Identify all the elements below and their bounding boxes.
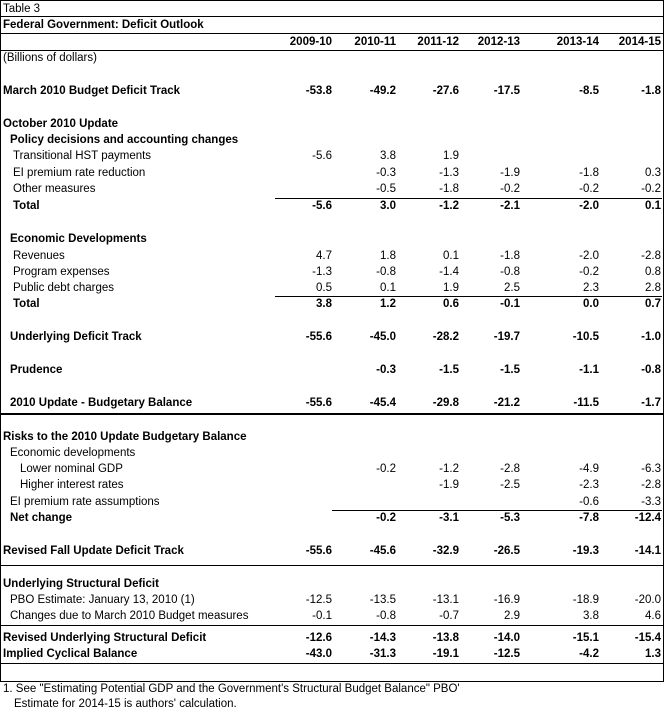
cell-value: 1.8 (380, 250, 396, 262)
cell-value: -55.6 (305, 545, 332, 557)
cell-value: -12.6 (305, 632, 332, 644)
table-number: Table 3 (3, 3, 41, 15)
cell-value: -1.8 (439, 183, 459, 195)
cell-value: -2.5 (500, 479, 520, 491)
cell-value: -0.2 (579, 183, 599, 195)
cell-value: 4.6 (645, 610, 661, 622)
column-header: 2010-11 (354, 36, 396, 48)
cell-value: -5.6 (312, 200, 332, 212)
cell-value: -0.8 (500, 266, 520, 278)
cell-value: -55.6 (305, 331, 332, 343)
cell-value: -0.3 (376, 364, 396, 376)
footnote-1: 1. See "Estimating Potential GDP and the Government's Structural Budget Balance" PBO' (3, 683, 460, 695)
cell-value: 0.1 (380, 282, 396, 294)
row-label: Revenues (13, 250, 65, 262)
cell-value: 3.8 (583, 610, 599, 622)
row-label: Underlying Deficit Track (10, 331, 142, 343)
cell-value: -0.6 (579, 496, 599, 508)
row-label: Economic Developments (10, 233, 147, 245)
row-label: Transitional HST payments (13, 150, 152, 162)
cell-value: -4.9 (579, 463, 599, 475)
cell-value: -15.4 (634, 632, 661, 644)
row-label: Risks to the 2010 Update Budgetary Balance (3, 431, 247, 443)
cell-value: -55.6 (305, 397, 332, 409)
column-header: 2014-15 (618, 36, 661, 48)
cell-value: -6.3 (641, 463, 661, 475)
subtotal-rule (275, 198, 662, 199)
cell-value: -19.3 (572, 545, 599, 557)
cell-value: -0.1 (500, 298, 520, 310)
row-label: Total (13, 298, 40, 310)
cell-value: -27.6 (432, 85, 459, 97)
cell-value: -20.0 (634, 594, 661, 606)
column-header: 2011-12 (417, 36, 459, 48)
cell-value: -0.8 (376, 266, 396, 278)
column-header: 2009-10 (289, 36, 332, 48)
column-header: 2012-13 (477, 36, 520, 48)
cell-value: 1.9 (443, 282, 459, 294)
row-label: Prudence (10, 364, 63, 376)
cell-value: -28.2 (432, 331, 459, 343)
cell-value: -16.9 (493, 594, 520, 606)
cell-value: 2.3 (583, 282, 599, 294)
row-label: 2010 Update - Budgetary Balance (10, 397, 193, 409)
cell-value: -0.8 (641, 364, 661, 376)
cell-value: 0.7 (645, 298, 661, 310)
cell-value: 2.5 (504, 282, 520, 294)
row-label: EI premium rate reduction (13, 167, 146, 179)
divider (0, 33, 664, 34)
cell-value: -2.8 (500, 463, 520, 475)
cell-value: 4.7 (316, 250, 332, 262)
cell-value: -0.2 (376, 512, 396, 524)
cell-value: -1.9 (500, 167, 520, 179)
units-label: (Billions of dollars) (3, 52, 97, 64)
cell-value: 0.3 (645, 167, 661, 179)
cell-value: -0.7 (439, 610, 459, 622)
subtotal-rule (332, 510, 662, 511)
row-label: October 2010 Update (3, 118, 119, 130)
cell-value: -13.5 (369, 594, 396, 606)
cell-value: 0.1 (443, 250, 459, 262)
cell-value: -1.2 (439, 200, 459, 212)
cell-value: 0.0 (583, 298, 599, 310)
row-label: Underlying Structural Deficit (3, 578, 159, 590)
cell-value: -15.1 (572, 632, 599, 644)
cell-value: -14.3 (369, 632, 396, 644)
row-label: March 2010 Budget Deficit Track (3, 85, 181, 97)
cell-value: -1.5 (439, 364, 459, 376)
cell-value: -14.0 (493, 632, 520, 644)
cell-value: -2.3 (579, 479, 599, 491)
cell-value: -2.0 (579, 250, 599, 262)
row-label: Implied Cyclical Balance (3, 648, 138, 660)
table-title: Federal Government: Deficit Outlook (3, 19, 204, 31)
cell-value: 0.6 (443, 298, 459, 310)
cell-value: -45.6 (369, 545, 396, 557)
cell-value: -2.8 (641, 250, 661, 262)
cell-value: -18.9 (572, 594, 599, 606)
row-label: Lower nominal GDP (20, 463, 123, 475)
row-label: Changes due to March 2010 Budget measures (10, 610, 249, 622)
row-label: Public debt charges (13, 282, 115, 294)
cell-value: -5.3 (500, 512, 520, 524)
row-label: EI premium rate assumptions (10, 496, 160, 508)
divider (0, 663, 664, 664)
cell-value: -1.4 (439, 266, 459, 278)
cell-value: -1.7 (641, 397, 661, 409)
row-label: Economic developments (10, 447, 136, 459)
row-label: Revised Fall Update Deficit Track (3, 545, 184, 557)
cell-value: -1.1 (579, 364, 599, 376)
cell-value: -1.8 (641, 85, 661, 97)
cell-value: -31.3 (369, 648, 396, 660)
cell-value: -1.3 (439, 167, 459, 179)
cell-value: -19.7 (493, 331, 520, 343)
cell-value: -13.1 (432, 594, 459, 606)
cell-value: -0.2 (579, 266, 599, 278)
cell-value: -10.5 (572, 331, 599, 343)
cell-value: -53.8 (305, 85, 332, 97)
cell-value: 3.0 (380, 200, 396, 212)
subtotal-rule (275, 296, 662, 297)
cell-value: -14.1 (634, 545, 661, 557)
cell-value: -49.2 (369, 85, 396, 97)
cell-value: -1.8 (500, 250, 520, 262)
cell-value: -8.5 (579, 85, 599, 97)
cell-value: -12.4 (634, 512, 661, 524)
cell-value: -1.9 (439, 479, 459, 491)
cell-value: -1.8 (579, 167, 599, 179)
divider (0, 565, 664, 566)
cell-value: 0.5 (316, 282, 332, 294)
row-label: Higher interest rates (20, 479, 124, 491)
footnote-2: Estimate for 2014-15 is authors' calculation. (14, 698, 237, 710)
row-label: Net change (10, 512, 72, 524)
row-label: Other measures (13, 183, 96, 195)
cell-value: 0.1 (645, 200, 661, 212)
row-label: Revised Underlying Structural Deficit (3, 632, 207, 644)
cell-value: -1.2 (439, 463, 459, 475)
cell-value: 2.8 (645, 282, 661, 294)
cell-value: -0.2 (641, 183, 661, 195)
cell-value: -0.3 (376, 167, 396, 179)
cell-value: -3.1 (439, 512, 459, 524)
cell-value: 2.9 (504, 610, 520, 622)
row-label: PBO Estimate: January 13, 2010 (1) (10, 594, 195, 606)
cell-value: -19.1 (432, 648, 459, 660)
cell-value: 3.8 (316, 298, 332, 310)
divider (0, 413, 664, 415)
cell-value: 1.9 (443, 150, 459, 162)
cell-value: -12.5 (493, 648, 520, 660)
cell-value: -5.6 (312, 150, 332, 162)
cell-value: 1.2 (380, 298, 396, 310)
cell-value: -17.5 (493, 85, 520, 97)
cell-value: -26.5 (493, 545, 520, 557)
cell-value: -0.2 (376, 463, 396, 475)
row-label: Program expenses (13, 266, 110, 278)
cell-value: -12.5 (305, 594, 332, 606)
divider (0, 625, 664, 626)
cell-value: -2.0 (579, 200, 599, 212)
cell-value: -1.5 (500, 364, 520, 376)
cell-value: -32.9 (432, 545, 459, 557)
cell-value: -0.1 (312, 610, 332, 622)
cell-value: -11.5 (573, 397, 599, 409)
cell-value: -4.2 (579, 648, 599, 660)
cell-value: -2.8 (641, 479, 661, 491)
cell-value: -3.3 (641, 496, 661, 508)
cell-value: -43.0 (305, 648, 332, 660)
cell-value: -0.2 (500, 183, 520, 195)
cell-value: 0.8 (645, 266, 661, 278)
divider (0, 16, 664, 17)
row-label: Total (13, 200, 40, 212)
cell-value: -2.1 (500, 200, 520, 212)
cell-value: 1.3 (645, 648, 661, 660)
cell-value: -29.8 (432, 397, 459, 409)
cell-value: -0.5 (376, 183, 396, 195)
cell-value: -13.8 (432, 632, 459, 644)
divider (0, 50, 664, 51)
cell-value: -21.2 (493, 397, 520, 409)
cell-value: -1.0 (641, 331, 661, 343)
cell-value: -1.3 (312, 266, 332, 278)
cell-value: 3.8 (380, 150, 396, 162)
row-label: Policy decisions and accounting changes (10, 134, 239, 146)
column-header: 2013-14 (556, 36, 599, 48)
cell-value: -7.8 (579, 512, 599, 524)
cell-value: -45.4 (369, 397, 396, 409)
cell-value: -45.0 (369, 331, 396, 343)
cell-value: -0.8 (376, 610, 396, 622)
